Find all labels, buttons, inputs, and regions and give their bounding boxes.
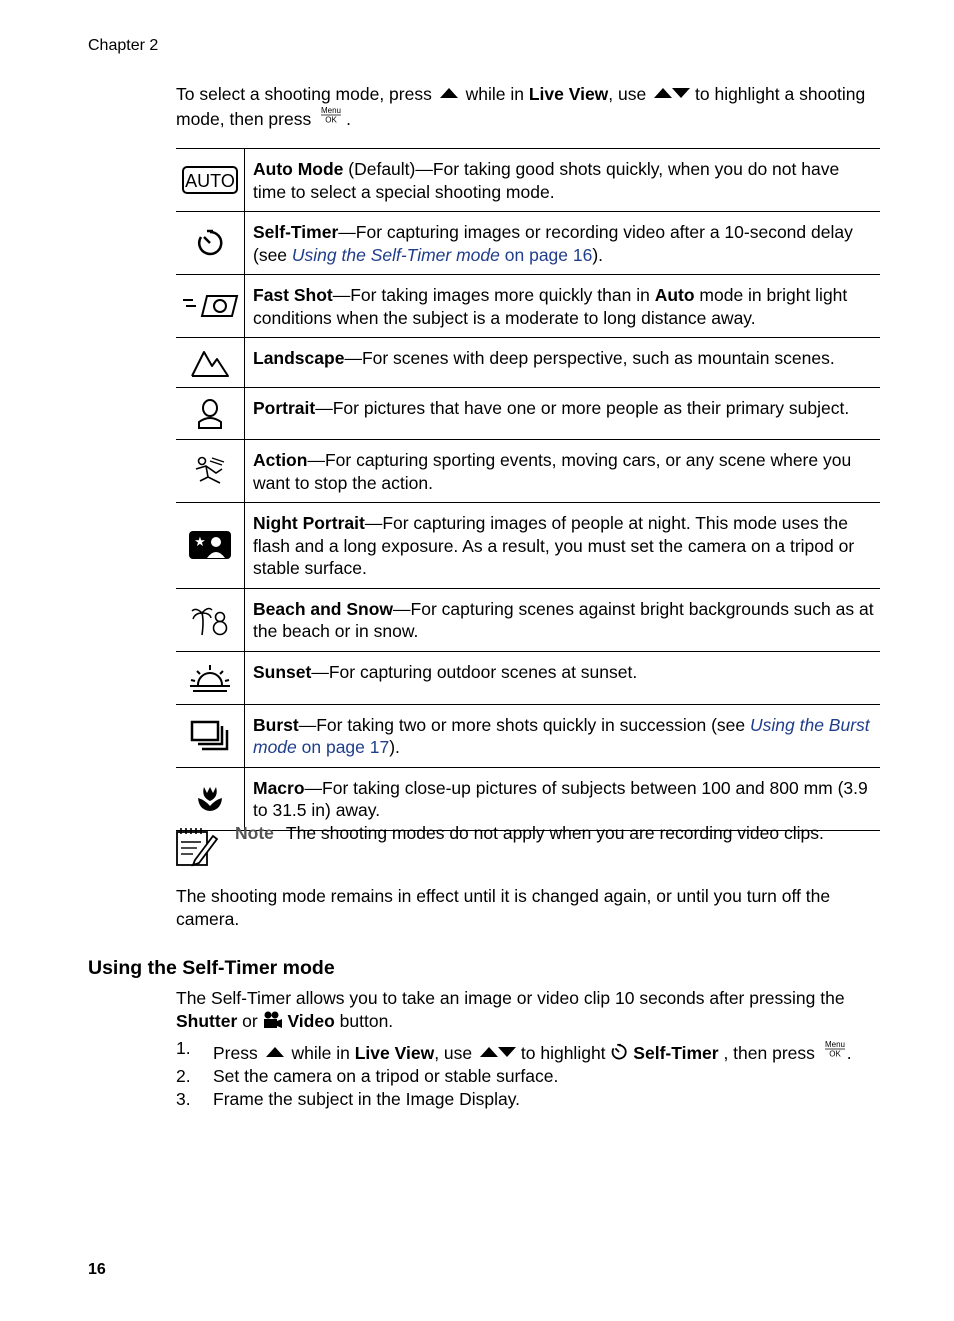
fast-shot-icon <box>180 292 240 320</box>
steps-list <box>176 1040 896 1111</box>
macro-icon <box>195 784 225 814</box>
self-timer-icon <box>195 228 225 258</box>
menu-ok-icon <box>319 106 343 124</box>
video-camera-icon <box>263 1011 283 1029</box>
svg-text:AUTO: AUTO <box>185 171 235 191</box>
body-paragraph: The shooting mode remains in effect until it is changed again, or until you turn off the camera. <box>176 886 831 929</box>
table-row: ★ Night Portrait—For capturing images of people at night. This mode uses the flash and a long exposure. As a result, you must set the camera on a tripod or stable surface. <box>176 503 880 589</box>
up-arrow-icon <box>654 88 672 98</box>
auto-mode-icon <box>181 165 239 195</box>
table-row: Action—For capturing sporting events, moving cars, or any scene where you want to stop the action. <box>176 440 880 503</box>
shooting-modes-table <box>176 148 880 831</box>
beach-snow-icon <box>190 603 230 637</box>
page-number: 16 <box>88 1261 106 1278</box>
table-row: Self-Timer—For capturing images or recording video after a 10-second delay (see Using the Self-Timer mode on page 16). <box>176 212 880 275</box>
landscape-icon <box>190 348 230 378</box>
table-row: Burst—For taking two or more shots quickly in succession (see Using the Burst mode on page 17). <box>176 704 880 767</box>
up-arrow-icon <box>266 1047 284 1057</box>
up-arrow-icon <box>440 88 458 98</box>
list-item: 1. Press while in Live View, use to highlight Self-Timer , then press Menu OK . <box>176 1038 852 1063</box>
burst-icon <box>190 720 230 752</box>
note-label: Note <box>235 823 274 843</box>
svg-text:★: ★ <box>194 535 206 551</box>
table-row: Beach and Snow—For capturing scenes against bright backgrounds such as at the beach or in snow. <box>176 588 880 651</box>
table-row: Portrait—For pictures that have one or more people as their primary subject. <box>176 388 880 440</box>
table-row: Macro—For taking close-up pictures of subjects between 100 and 800 mm (3.9 to 31.5 in) away. <box>176 767 880 830</box>
action-icon <box>192 455 228 487</box>
table-row: Fast Shot—For taking images more quickly than in Auto mode in bright light conditions when the subject is a moderate to long distance away. <box>176 275 880 338</box>
section-heading: Using the Self-Timer mode <box>88 957 335 979</box>
note <box>235 822 824 845</box>
table-row: Sunset—For capturing outdoor scenes at sunset. <box>176 651 880 704</box>
portrait-icon <box>195 398 225 430</box>
list-item: 2. Set the camera on a tripod or stable surface. <box>176 1066 559 1086</box>
svg-text:Menu: Menu <box>824 1040 845 1049</box>
note-text: The shooting modes do not apply when you are recording video clips. <box>285 823 824 843</box>
night-portrait-icon <box>188 530 232 560</box>
table-row: Landscape—For scenes with deep perspective, such as mountain scenes. <box>176 338 880 388</box>
svg-text:OK: OK <box>828 1049 841 1058</box>
self-timer-link[interactable]: Using the Self-Timer mode on page 16 <box>291 244 593 265</box>
note-icon <box>175 824 219 868</box>
down-arrow-icon <box>672 88 690 98</box>
sunset-icon <box>189 663 231 693</box>
section-paragraph: The Self-Timer allows you to take an image or video clip 10 seconds after pressing the Shutter or Video button. <box>176 988 845 1031</box>
chapter-header: Chapter 2 <box>88 37 159 54</box>
burst-mode-link[interactable]: Using the Burst mode on page 17 <box>253 714 870 757</box>
self-timer-icon <box>610 1043 628 1061</box>
down-arrow-icon <box>498 1047 516 1057</box>
intro-paragraph: To select a shooting mode, press while in Live View, use to highlight a shooting mode, then press Menu OK . <box>176 84 866 129</box>
menu-ok-icon <box>823 1040 847 1058</box>
list-item: 3. Frame the subject in the Image Display. <box>176 1089 521 1109</box>
table-row: AUTO Auto Mode (Default)—For taking good shots quickly, when you do not have time to select a special shooting mode. <box>176 149 880 212</box>
up-arrow-icon <box>480 1047 498 1057</box>
svg-text:Menu: Menu <box>321 106 342 115</box>
svg-text:OK: OK <box>325 115 337 124</box>
